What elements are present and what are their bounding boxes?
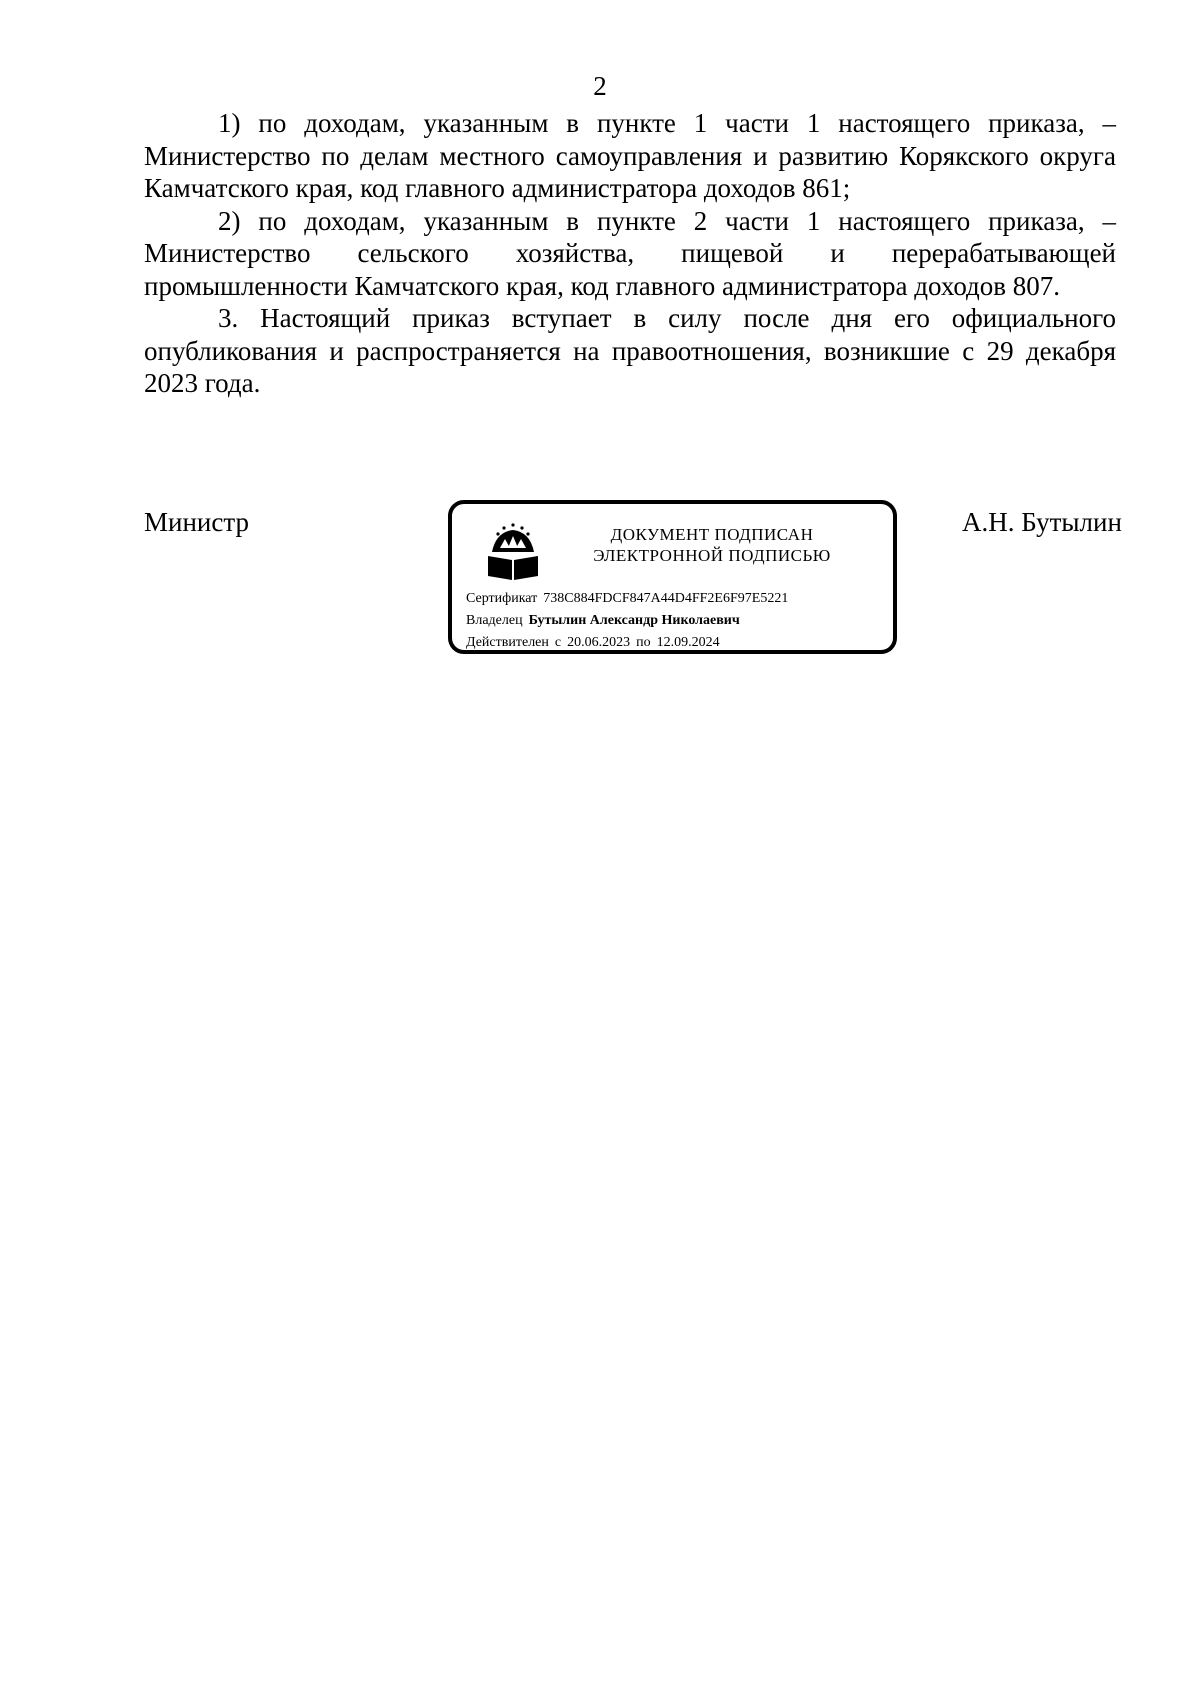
owner-label: Владелец (466, 613, 523, 628)
stamp-owner-line (466, 612, 740, 630)
signer-name: А.Н. Бутылин (962, 507, 1122, 537)
stamp-certificate-line (466, 590, 788, 608)
signature-block (144, 500, 1144, 670)
certificate-value: 738C884FDCF847A44D4FF2E6F97E5221 (543, 591, 789, 606)
certificate-label: Сертификат (466, 591, 538, 606)
paragraph-income-item-2: 2) по доходам, указанным в пункте 2 части 1 настоящего приказа, – Министерство сельского хозяйства, пищевой и перерабатывающей промышленности Камчатского края, код главного администратора доходов 807. (144, 205, 1116, 301)
electronic-signature-stamp (448, 500, 897, 654)
stamp-heading-line-2: ЭЛЕКТРОННОЙ ПОДПИСЬЮ (593, 546, 831, 565)
stamp-heading (552, 524, 872, 566)
document-body (144, 107, 1116, 400)
kamchatka-emblem-icon (486, 522, 540, 582)
stamp-validity-line (466, 634, 720, 652)
signer-title: Министр (144, 507, 249, 537)
paragraph-income-item-1: 1) по доходам, указанным в пункте 1 части 1 настоящего приказа, – Министерство по делам местного самоуправления и развитию Корякского округа Камчатского края, код главного администратора доходов 861; (144, 108, 1116, 203)
valid-label: Действителен (466, 635, 549, 650)
page-number: 2 (593, 71, 607, 101)
owner-value: Бутылин Александр Николаевич (528, 613, 740, 628)
valid-from-label: с (554, 635, 562, 650)
valid-to-date: 12.09.2024 (656, 635, 720, 650)
valid-to-label: по (636, 635, 651, 650)
paragraph-effective-date: 3. Настоящий приказ вступает в силу после дня его официального опубликования и распространяется на правоотношения, возникшие с 29 декабря 2023 года. (144, 303, 1116, 398)
stamp-heading-line-1: ДОКУМЕНТ ПОДПИСАН (610, 525, 814, 544)
valid-from-date: 20.06.2023 (567, 635, 631, 650)
